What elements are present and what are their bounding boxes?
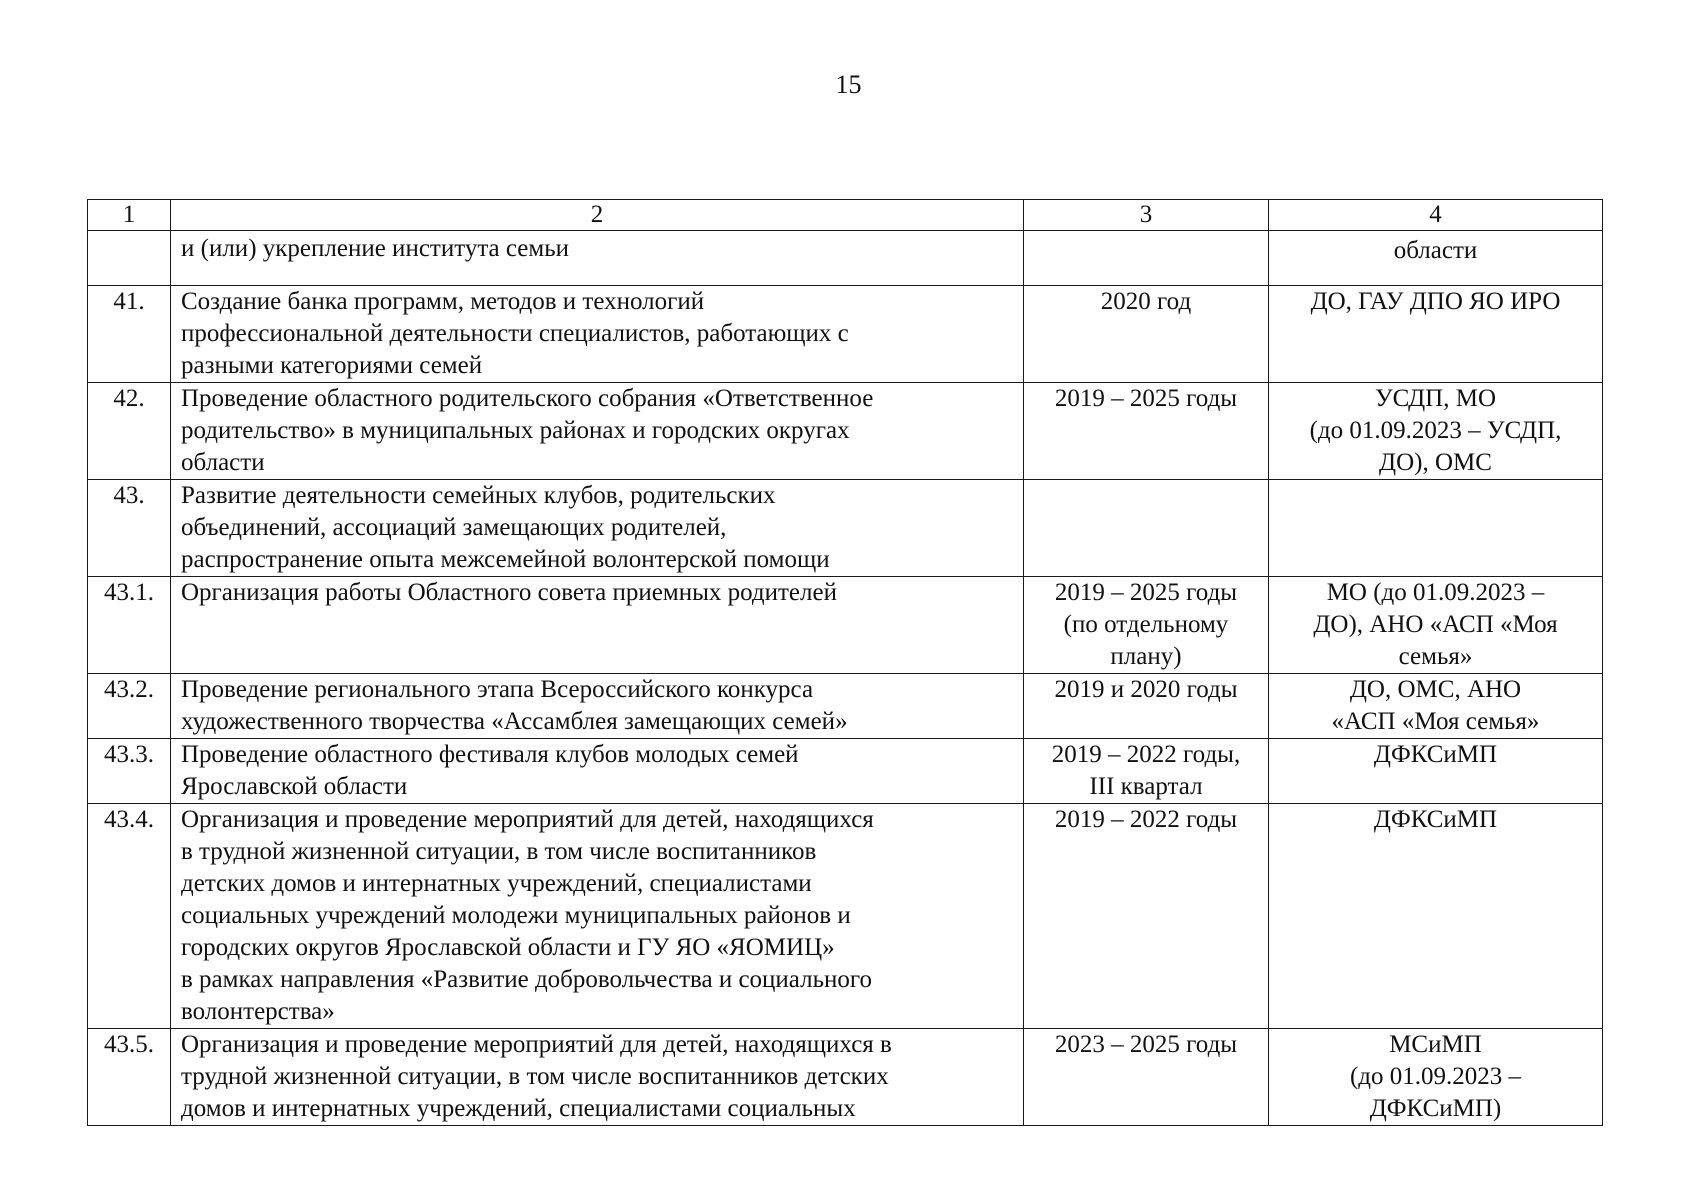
text-line: профессиональной деятельности специалистов, работающих с <box>181 320 849 347</box>
text-line: области <box>1393 237 1478 264</box>
table-row <box>88 480 1603 577</box>
item-number-cell: 43.1. <box>88 577 171 674</box>
period-cell <box>1024 480 1269 577</box>
text-line: волонтерства» <box>181 998 335 1025</box>
item-number-cell: 43.4. <box>88 804 171 1029</box>
text-line: МО (до 01.09.2023 – <box>1326 579 1545 606</box>
text-line: ДО, ГАУ ДПО ЯО ИРО <box>1310 288 1561 315</box>
text-line: 2019 – 2022 годы <box>1054 806 1238 833</box>
page-number: 15 <box>835 70 862 99</box>
text-line: распространение опыта межсемейной волонтерской помощи <box>181 546 830 573</box>
activity-cell <box>171 804 1024 1029</box>
text-line: 2020 год <box>1100 288 1192 315</box>
text-line: области <box>181 449 265 476</box>
period-cell <box>1024 231 1269 286</box>
executor-cell <box>1269 231 1603 286</box>
text-line: городских округов Ярославской области и ГУ ЯО «ЯОМИЦ» <box>181 934 835 961</box>
text-line: «АСП «Моя семья» <box>1331 708 1540 735</box>
activity-cell <box>171 674 1024 739</box>
activity-cell <box>171 480 1024 577</box>
activity-cell <box>171 577 1024 674</box>
executor-cell <box>1269 674 1603 739</box>
text-line: разными категориями семей <box>181 352 483 379</box>
activity-cell <box>171 739 1024 804</box>
table-row <box>88 383 1603 480</box>
text-line: художественного творчества «Ассамблея замещающих семей» <box>181 708 848 735</box>
text-line: социальных учреждений молодежи муниципальных районов и <box>181 902 851 929</box>
text-line: 2019 – 2025 годы <box>1054 579 1238 606</box>
text-line: ДФКСиМП <box>1373 741 1498 768</box>
executor-cell <box>1269 383 1603 480</box>
table-row <box>88 1029 1603 1126</box>
text-line: домов и интернатных учреждений, специалистами социальных <box>181 1095 856 1122</box>
text-line: ДО, ОМС, АНО <box>1349 676 1522 703</box>
table-row <box>88 804 1603 1029</box>
text-line: 2019 – 2022 годы, <box>1051 741 1241 768</box>
executor-cell <box>1269 739 1603 804</box>
executor-cell <box>1269 804 1603 1029</box>
period-cell <box>1024 674 1269 739</box>
text-line: трудной жизненной ситуации, в том числе воспитанников детских <box>181 1063 889 1090</box>
table-row <box>88 577 1603 674</box>
text-line: III квартал <box>1089 773 1203 800</box>
text-line: (до 01.09.2023 – УСДП, <box>1309 417 1562 444</box>
executor-cell <box>1269 1029 1603 1126</box>
text-line: детских домов и интернатных учреждений, специалистами <box>181 870 812 897</box>
table-row <box>88 674 1603 739</box>
table-row <box>88 739 1603 804</box>
text-line: Проведение регионального этапа Всероссийского конкурса <box>181 676 814 703</box>
text-line: 2019 – 2025 годы <box>1054 385 1238 412</box>
text-line: УСДП, МО <box>1374 385 1497 412</box>
column-header: 2 <box>171 200 1024 231</box>
text-line: МСиМП <box>1389 1031 1482 1058</box>
text-line: ДФКСиМП <box>1373 806 1498 833</box>
text-line: Развитие деятельности семейных клубов, родительских <box>181 482 776 509</box>
item-number-cell: 43.5. <box>88 1029 171 1126</box>
text-line: плану) <box>1110 643 1182 670</box>
item-number-cell <box>88 231 171 286</box>
text-line: Организация и проведение мероприятий для детей, находящихся в <box>181 1031 892 1058</box>
text-line: Создание банка программ, методов и технологий <box>181 288 705 315</box>
column-header: 3 <box>1024 200 1269 231</box>
text-line: в рамках направления «Развитие добровольчества и социального <box>181 966 873 993</box>
text-line: ДО), АНО «АСП «Моя <box>1313 611 1558 638</box>
text-line: и (или) укрепление института семьи <box>181 235 569 262</box>
text-line: 2019 и 2020 годы <box>1054 676 1238 703</box>
activity-cell <box>171 383 1024 480</box>
executor-cell <box>1269 480 1603 577</box>
text-line: (по отдельному <box>1063 611 1229 638</box>
text-line: семья» <box>1398 643 1473 670</box>
activity-cell <box>171 1029 1024 1126</box>
continuation-row <box>88 231 1603 286</box>
column-header: 4 <box>1269 200 1603 231</box>
table-row <box>88 286 1603 383</box>
text-line: Проведение областного родительского собрания «Ответственное <box>181 385 874 412</box>
text-line: Ярославской области <box>181 773 408 800</box>
column-number-header-row <box>88 200 1603 231</box>
text-line: в трудной жизненной ситуации, в том числе воспитанников <box>181 838 817 865</box>
activity-cell <box>171 286 1024 383</box>
period-cell <box>1024 804 1269 1029</box>
text-line: (до 01.09.2023 – <box>1349 1063 1522 1090</box>
text-line: объединений, ассоциаций замещающих родителей, <box>181 514 727 541</box>
text-line: 2023 – 2025 годы <box>1054 1031 1238 1058</box>
item-number-cell: 43.3. <box>88 739 171 804</box>
item-number-cell: 43.2. <box>88 674 171 739</box>
period-cell <box>1024 286 1269 383</box>
executor-cell <box>1269 286 1603 383</box>
text-line: Организация работы Областного совета приемных родителей <box>181 579 837 606</box>
text-line: ДФКСиМП) <box>1369 1095 1502 1122</box>
item-number-cell: 43. <box>88 480 171 577</box>
activity-cell <box>171 231 1024 286</box>
executor-cell <box>1269 577 1603 674</box>
period-cell <box>1024 739 1269 804</box>
item-number-cell: 42. <box>88 383 171 480</box>
column-header: 1 <box>88 200 171 231</box>
period-cell <box>1024 1029 1269 1126</box>
text-line: Проведение областного фестиваля клубов молодых семей <box>181 741 799 768</box>
text-line: Организация и проведение мероприятий для детей, находящихся <box>181 806 874 833</box>
text-line: родительство» в муниципальных районах и городских округах <box>181 417 850 444</box>
action-plan-table <box>87 199 1603 1126</box>
period-cell <box>1024 383 1269 480</box>
period-cell <box>1024 577 1269 674</box>
text-line: ДО), ОМС <box>1379 449 1492 476</box>
item-number-cell: 41. <box>88 286 171 383</box>
